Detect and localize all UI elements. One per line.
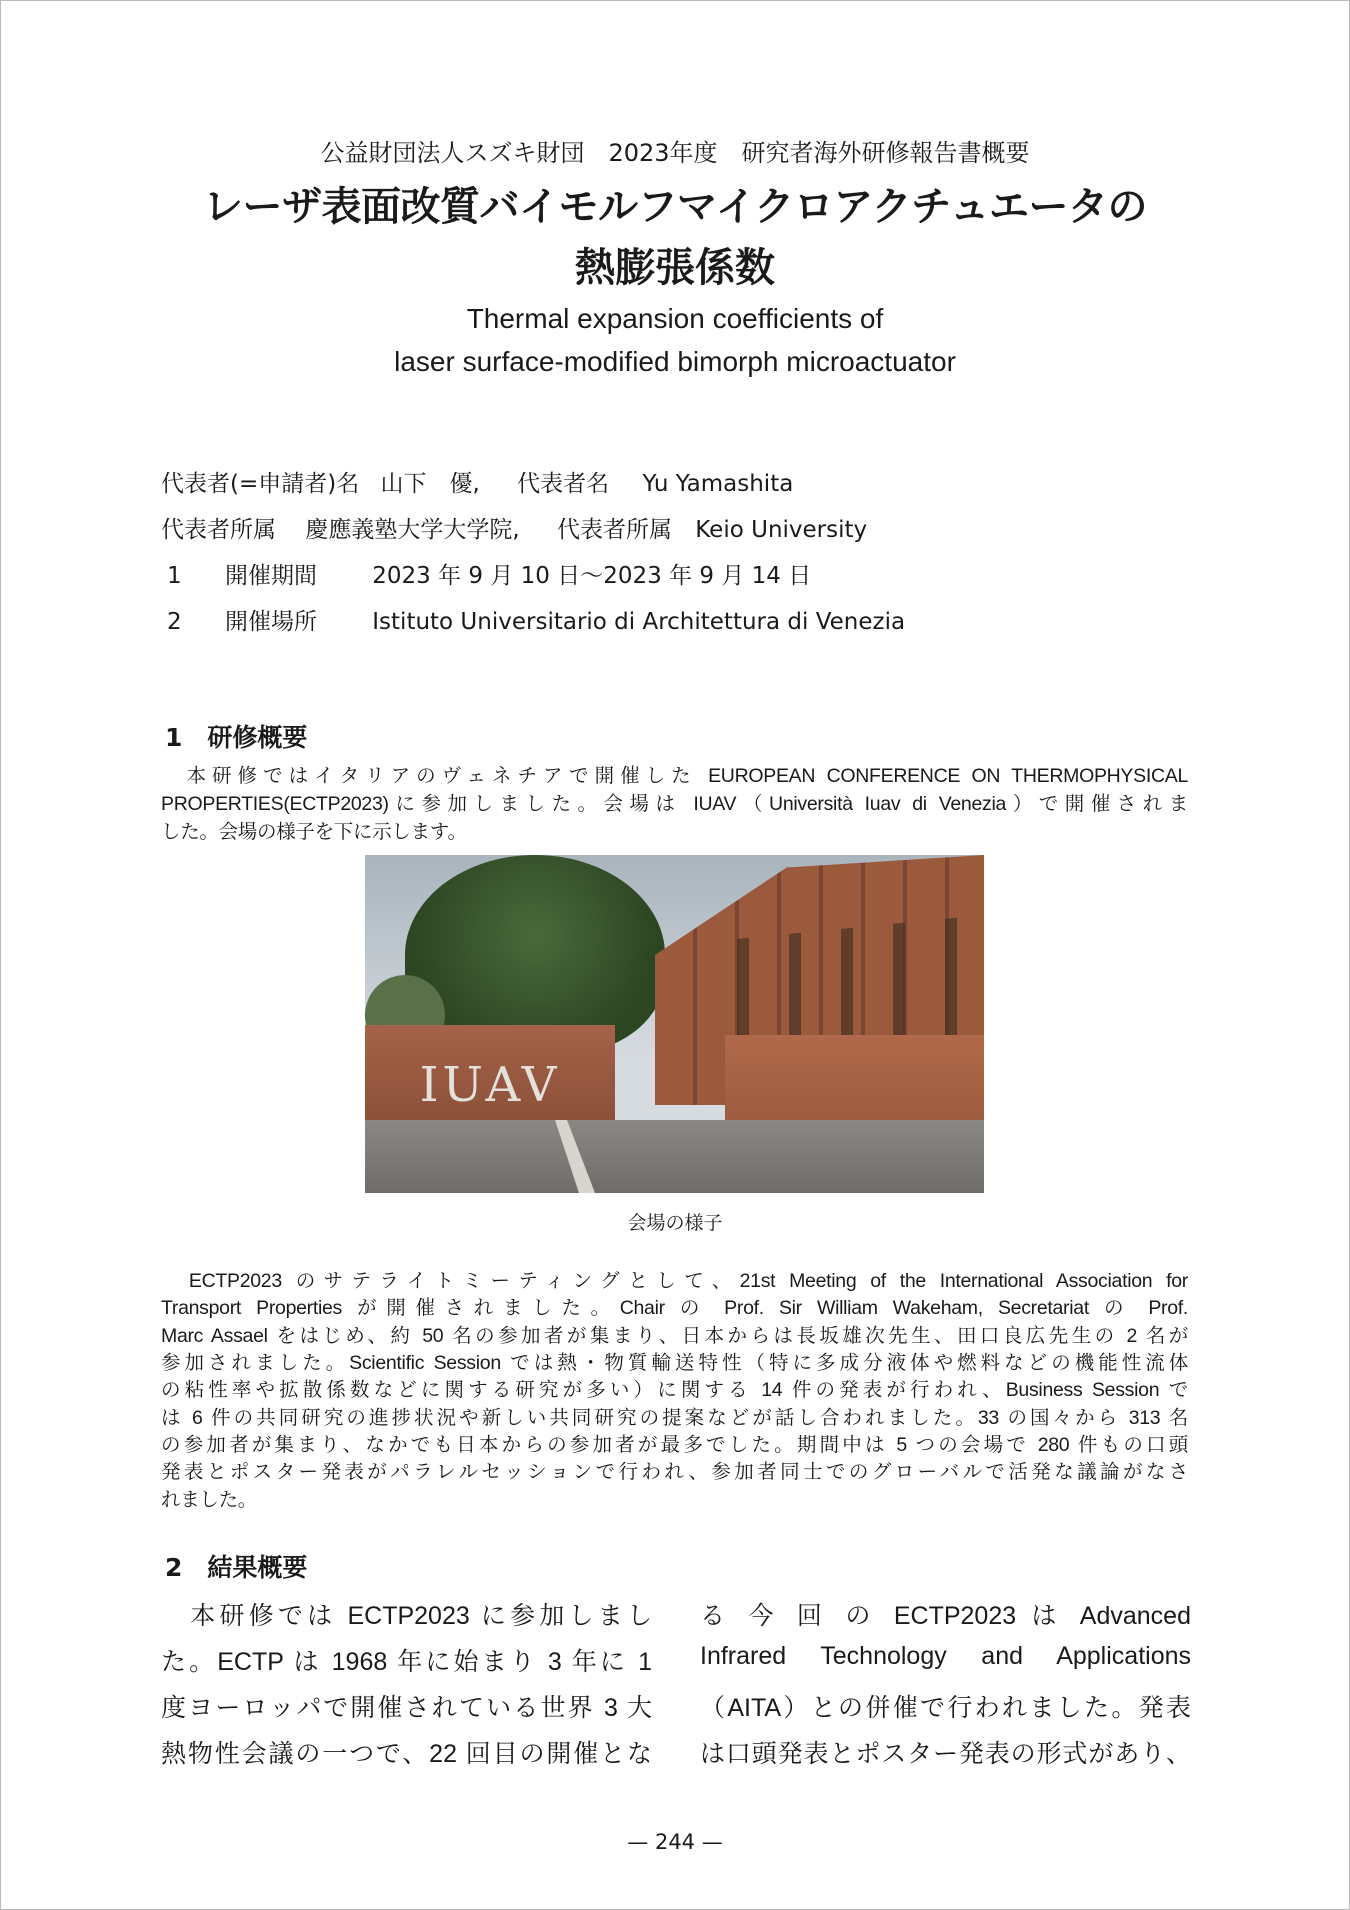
rep-name-en: Yu Yamashita <box>642 471 794 497</box>
section-1-heading: 1 研修概要 <box>165 723 308 752</box>
left-column-line: 度ヨーロッパで開催されている世界 3 大 <box>161 1694 652 1722</box>
photo-caption: 会場の様子 <box>627 1212 723 1234</box>
left-column-line: た。ECTP は 1968 年に始まり 3 年に 1 <box>161 1648 652 1676</box>
paragraph-line: 参加されました。Scientific Session では熱・物質輸送特性（特に多成分液体や燃料などの機能性流体 <box>161 1352 1188 1374</box>
left-column-line: 熱物性会議の一つで、22 回目の開催とな <box>161 1740 652 1768</box>
iuav-sign: IUAV <box>419 1057 561 1113</box>
paragraph-line: 本研修ではイタリアのヴェネチアで開催した EUROPEAN CONFERENCE ON THERMOPHYSICAL <box>161 765 1188 787</box>
title-en-line1: Thermal expansion coefficients of <box>466 303 884 334</box>
paragraph-line: Transport Properties が開催されました。Chair の Prof. Sir William Wakeham, Secretariat の Prof. <box>161 1297 1188 1319</box>
venue-row <box>167 603 905 636</box>
representative-row <box>161 465 793 498</box>
paragraph-line: は 6 件の共同研究の進捗状況や新しい共同研究の提案などが話し合われました。33 の国々から 313 名 <box>161 1407 1188 1429</box>
item-number: 2 <box>167 609 182 635</box>
paragraph-line: 発表とポスター発表がパラレルセッションで行われ、参加者同士でのグローバルで活発な議論がなさ <box>161 1461 1188 1483</box>
period-value: 2023 年 9 月 10 日～2023 年 9 月 14 日 <box>372 563 812 589</box>
label: 開催場所 <box>224 609 317 635</box>
label: 開催期間 <box>224 563 317 589</box>
right-column-line: る 今 回 の ECTP2023 は Advanced <box>700 1602 1191 1630</box>
label: 代表者所属 <box>161 517 276 543</box>
affiliation-en: Keio University <box>695 517 868 543</box>
venue-value: Istituto Universitario di Architettura di Venezia <box>372 609 906 635</box>
right-column-line: Infrared Technology and Applications <box>700 1642 1191 1670</box>
item-number: 1 <box>167 563 182 589</box>
paragraph-line: ECTP2023 のサテライトミーティングとして、21st Meeting of the International Association for <box>161 1270 1188 1292</box>
section-2-heading: 2 結果概要 <box>165 1553 308 1582</box>
paragraph-line: れました。 <box>161 1489 258 1511</box>
affiliation-row <box>161 511 867 544</box>
title-en-line2: laser surface-modified bimorph microactuator <box>394 346 956 377</box>
right-column-line: は口頭発表とポスター発表の形式があり、 <box>700 1740 1191 1768</box>
title-ja-line2: 熱膨張係数 <box>575 245 775 291</box>
left-column-line: 本研修では ECTP2023 に参加しまし <box>161 1602 652 1630</box>
label: 代表者(=申請者)名 <box>161 471 360 497</box>
label: 代表者名 <box>517 471 610 497</box>
page-number: — 244 — <box>627 1830 723 1854</box>
label: 代表者所属 <box>556 517 672 543</box>
paragraph-line: PROPERTIES(ECTP2023)に参加しました。会場は IUAV（Università Iuav di Venezia）で開催されま <box>161 793 1188 815</box>
paragraph-line: の粘性率や拡散係数などに関する研究が多い）に関する 14 件の発表が行われ、Business Session で <box>161 1379 1188 1401</box>
paragraph-line: した。会場の様子を下に示します。 <box>161 821 467 843</box>
rep-name-ja: 山下 優, <box>380 471 480 497</box>
period-row <box>167 557 811 590</box>
paragraph-line: の参加者が集まり、なかでも日本からの参加者が最多でした。期間中は 5 つの会場で 280 件もの口頭 <box>161 1434 1188 1456</box>
venue-photo <box>365 855 984 1193</box>
affiliation-ja: 慶應義塾大学大学院, <box>305 517 520 543</box>
title-ja-line1: レーザ表面改質バイモルフマイクロアクチュエータの <box>203 184 1147 230</box>
right-column-line: （AITA）との併催で行われました。発表 <box>700 1694 1191 1722</box>
paragraph-line: Marc Assael をはじめ、約 50 名の参加者が集まり、日本からは長坂雄次先生、田口良広先生の 2 名が <box>161 1325 1188 1347</box>
report-header: 公益財団法人スズキ財団 2023年度 研究者海外研修報告書概要 <box>320 139 1030 167</box>
